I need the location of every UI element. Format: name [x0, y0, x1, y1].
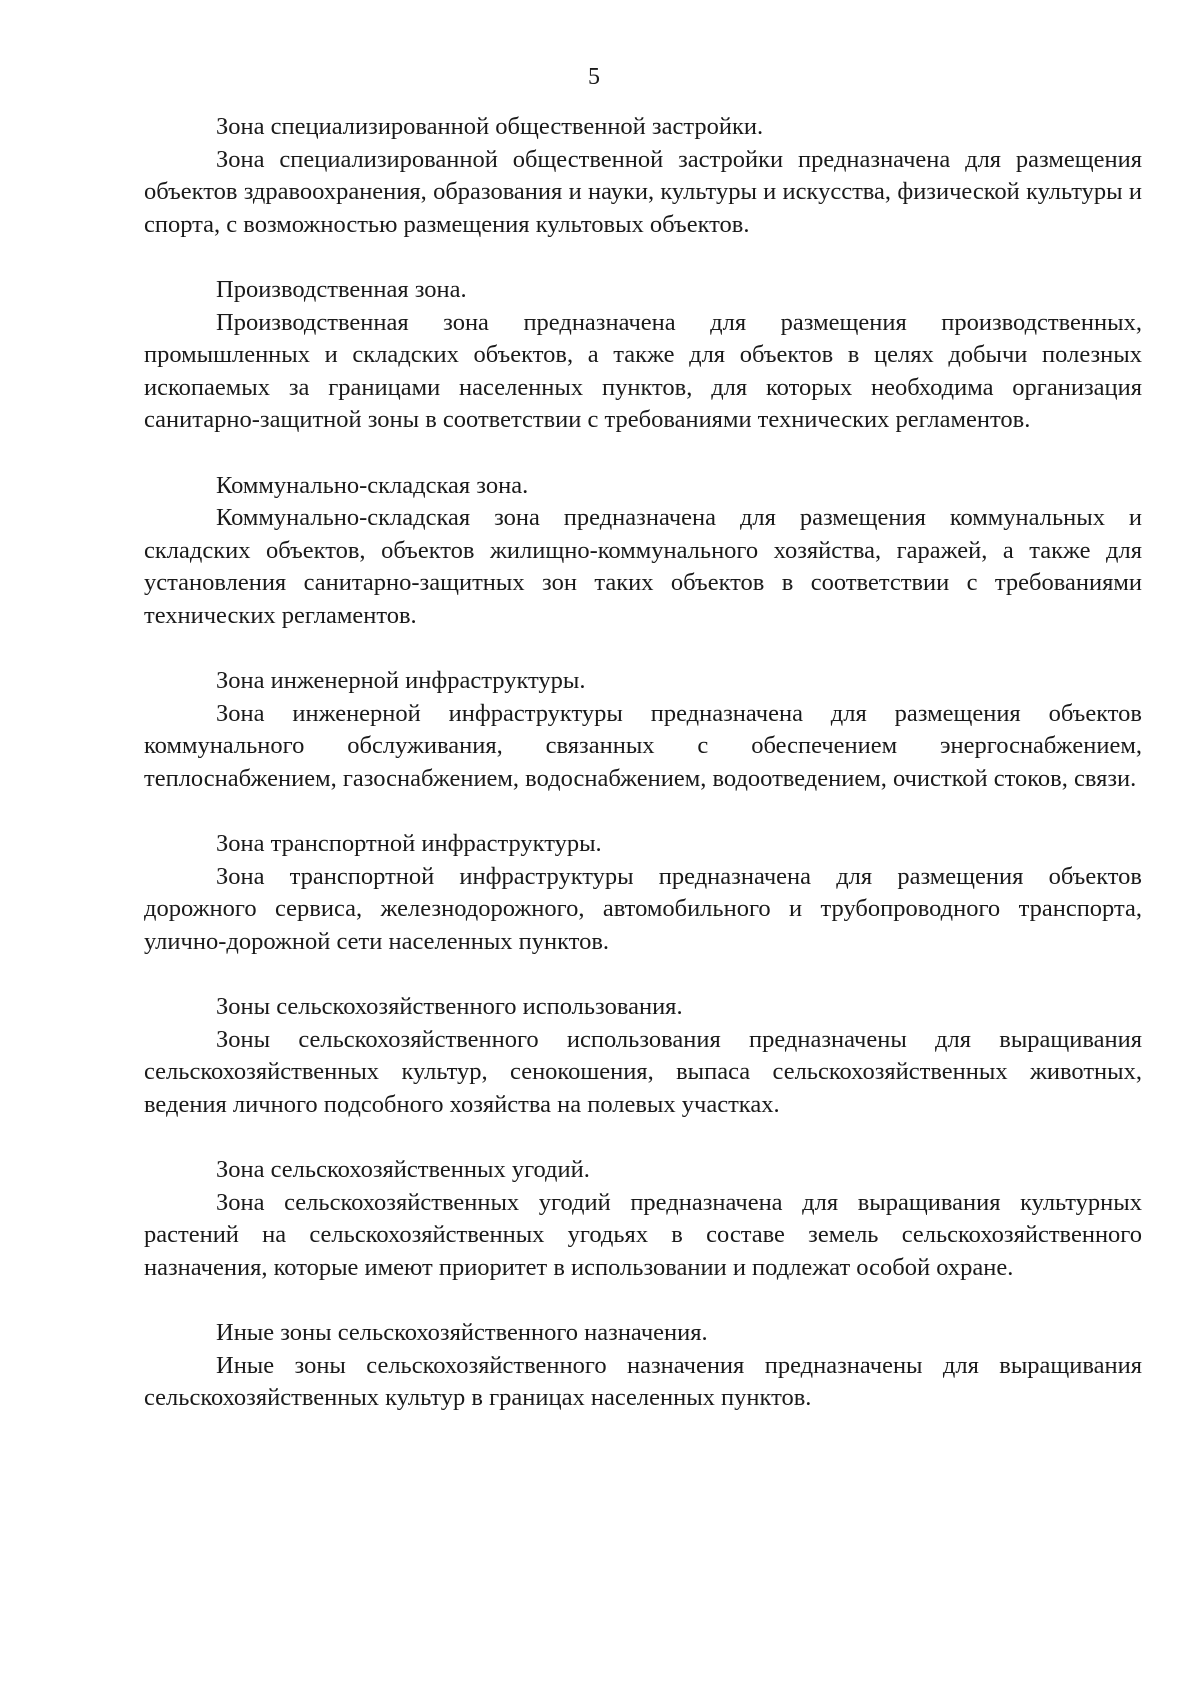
- section-title: Коммунально-складская зона.: [216, 471, 529, 499]
- section-text: Зона специализированной общественной застройки предназначена для размещения объектов здравоохранения, образования и науки, культуры и искусства, физической культуры и спорта, с возможностью размещения культовых объектов.: [144, 145, 1142, 238]
- section-production-zone: [144, 274, 1142, 437]
- section-engineering-infrastructure-zone: [144, 665, 1142, 795]
- section-title: Зона инженерной инфраструктуры.: [216, 667, 586, 695]
- section-title: Зоны сельскохозяйственного использования.: [216, 993, 683, 1021]
- section-text: Зона сельскохозяйственных угодий предназначена для выращивания культурных растений на сельскохозяйственных угодьях в составе земель сельскохозяйственного назначения, которые имеют приоритет в использовании и подлежат особой охране.: [144, 1188, 1142, 1281]
- section-text: Зоны сельскохозяйственного использования предназначены для выращивания сельскохозяйственных культур, сенокошения, выпаса сельскохозяйственных животных, ведения личного подсобного хозяйства на полевых участках.: [144, 1025, 1142, 1118]
- section-title: Иные зоны сельскохозяйственного назначения.: [216, 1318, 708, 1346]
- section-agricultural-land-zone: [144, 1154, 1142, 1284]
- section-text: Производственная зона предназначена для размещения производственных, промышленных и складских объектов, а также для объектов в целях добычи полезных ископаемых за границами населенных пунктов, для которых необходима организация санитарно-защитной зоны в соответствии с требованиями технических регламентов.: [144, 308, 1142, 434]
- section-text: Зона транспортной инфраструктуры предназначена для размещения объектов дорожного сервиса, железнодорожного, автомобильного и трубопроводного транспорта, улично-дорожной сети населенных пунктов.: [144, 862, 1142, 955]
- section-title: Производственная зона.: [216, 275, 467, 303]
- page-number: 5: [588, 64, 600, 90]
- section-title: Зона специализированной общественной застройки.: [216, 113, 764, 140]
- section-other-agricultural-zones: [144, 1317, 1142, 1415]
- section-title: Зона сельскохозяйственных угодий.: [216, 1156, 590, 1183]
- section-title: Зона транспортной инфраструктуры.: [216, 830, 602, 858]
- section-transport-infrastructure-zone: [144, 828, 1142, 958]
- document-body: [144, 111, 1142, 1415]
- section-communal-storage-zone: [144, 470, 1142, 633]
- section-text: Иные зоны сельскохозяйственного назначения предназначены для выращивания сельскохозяйственных культур в границах населенных пунктов.: [144, 1351, 1142, 1412]
- section-text: Коммунально-складская зона предназначена для размещения коммунальных и складских объектов, объектов жилищно-коммунального хозяйства, гаражей, а также для установления санитарно-защитных зон таких объектов в соответствии с требованиями технических регламентов.: [144, 504, 1142, 629]
- section-text: Зона инженерной инфраструктуры предназначена для размещения объектов коммунального обслуживания, связанных с обеспечением энергоснабжением, теплоснабжением, газоснабжением, водоснабжением, водоотведением, очисткой стоков, связи.: [144, 699, 1142, 792]
- section-specialized-public-zone: [144, 111, 1142, 241]
- section-agricultural-use-zones: [144, 991, 1142, 1121]
